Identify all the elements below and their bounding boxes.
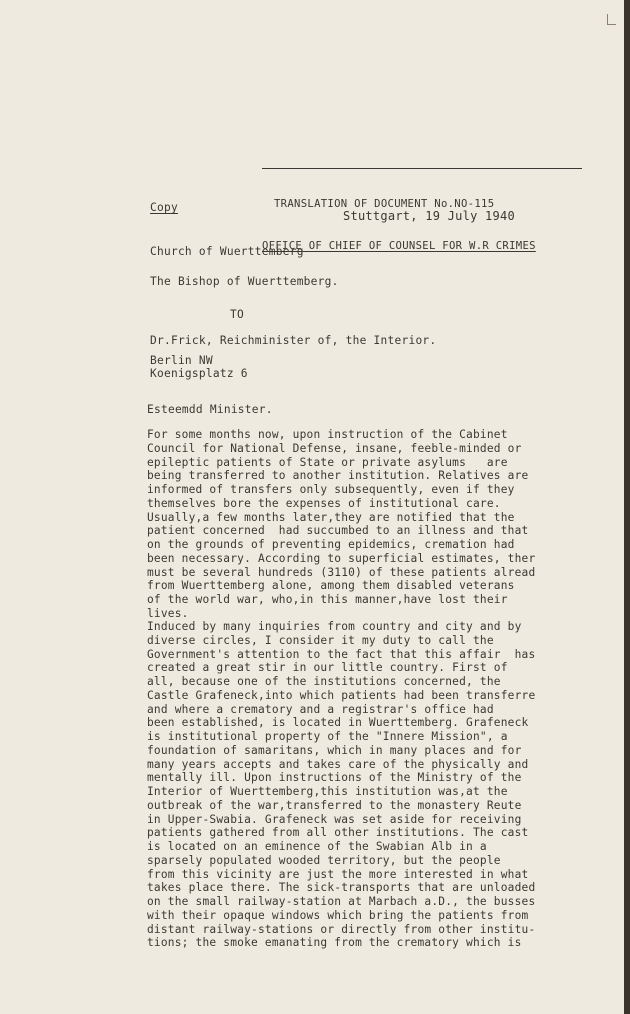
paragraph-2-line: from this vicinity are just the more interested in what	[147, 867, 529, 881]
recipient-line-1: Dr.Frick, Reichminister of, the Interior.	[150, 334, 437, 347]
paragraph-1-line: of the world war, who,in this manner,have lost their	[147, 593, 508, 606]
paragraph-2-line: all, because one of the institutions concerned, the	[147, 675, 501, 688]
paragraph-1-line: epileptic patients of State or private asylums are	[147, 455, 508, 469]
paragraph-2-line: outbreak of the war,transferred to the monastery Reute	[147, 798, 522, 812]
paragraph-1-line: Council for National Defense, insane, feeble-minded or	[147, 441, 522, 455]
corner-mark	[607, 14, 616, 25]
paragraph-2-line: tions; the smoke emanating from the crematory which is	[147, 936, 522, 950]
paragraph-2-line: with their opaque windows which bring the patients from	[147, 908, 529, 922]
paragraph-2-line: on the small railway-station at Marbach a.D., the busses	[147, 895, 536, 908]
copy-label: Copy	[150, 201, 178, 214]
sender-line-2: The Bishop of Wuerttemberg.	[150, 275, 339, 288]
paragraph-1	[147, 428, 587, 621]
paragraph-2-line: distant railway-stations or directly from other institu-	[147, 922, 536, 936]
paragraph-1-line: themselves bore the expenses of institutional care.	[147, 496, 501, 510]
header-top-rule	[262, 168, 582, 169]
sender-line-1: Church of Wuerttemberg	[150, 245, 304, 258]
salutation: Esteemdd Minister.	[147, 403, 273, 416]
paragraph-1-line: For some months now, upon instruction of the Cabinet	[147, 428, 508, 441]
paragraph-1-line: on the grounds of preventing epidemics, cremation had	[147, 538, 515, 551]
date-line: Stuttgart, 19 July 1940	[343, 209, 515, 223]
paragraph-2-line: takes place there. The sick-transports that are unloaded	[147, 881, 536, 895]
paragraph-1-line: Usually,a few months later,they are notified that the	[147, 510, 515, 524]
paragraph-2-line: Interior of Wuerttemberg,this institution was,at the	[147, 785, 508, 798]
paragraph-1-line: being transferred to another institution. Relatives are	[147, 469, 529, 483]
header-line-2: OFFICE OF CHIEF OF COUNSEL FOR W.R CRIMES	[262, 240, 536, 252]
paragraph-2-line: foundation of samaritans, which in many places and for	[147, 743, 522, 757]
paragraph-2-line: diverse circles, I consider it my duty to call the	[147, 633, 494, 647]
paragraph-2-line: is institutional property of the "Innere Mission", a	[147, 730, 508, 743]
paragraph-2-line: Government's attention to the fact that this affair has	[147, 647, 536, 661]
paragraph-2-line: and where a crematory and a registrar's office had	[147, 702, 494, 716]
paragraph-2-line: been established, is located in Wuerttemberg. Grafeneck	[147, 716, 529, 730]
paragraph-1-line: lives.	[147, 606, 189, 620]
paragraph-2-line: is located on an eminence of the Swabian Alb in a	[147, 840, 487, 853]
to-label: TO	[230, 308, 244, 321]
paragraph-2-line: sparsely populated wooded territory, but the people	[147, 853, 501, 867]
paragraph-2-line: created a great stir in our little country. First of	[147, 661, 508, 675]
paragraph-1-line: must be several hundreds (3110) of these patients alread	[147, 565, 536, 579]
paragraph-2-line: in Upper-Swabia. Grafeneck was set aside for receiving	[147, 812, 522, 826]
paragraph-2-line: Castle Grafeneck,into which patients had been transferre	[147, 688, 536, 702]
paragraph-2	[147, 620, 587, 950]
paragraph-2-line: many years accepts and takes care of the physically and	[147, 757, 529, 771]
recipient-line-3: Koenigsplatz 6	[150, 367, 248, 380]
paragraph-2-line: patients gathered from all other institutions. The cast	[147, 826, 529, 840]
paragraph-1-line: informed of transfers only subsequently, even if they	[147, 483, 515, 496]
paragraph-2-line: mentally ill. Upon instructions of the Ministry of the	[147, 771, 522, 785]
paragraph-1-line: patient concerned had succumbed to an illness and that	[147, 524, 529, 538]
paragraph-1-line: been necessary. According to superficial estimates, ther	[147, 551, 536, 565]
paragraph-1-line: from Wuerttemberg alone, among them disabled veterans	[147, 579, 515, 593]
header-line-1: TRANSLATION OF DOCUMENT No.NO-115	[274, 198, 495, 210]
paragraph-2-line: Induced by many inquiries from country and city and by	[147, 620, 522, 633]
recipient-line-2: Berlin NW	[150, 354, 213, 367]
